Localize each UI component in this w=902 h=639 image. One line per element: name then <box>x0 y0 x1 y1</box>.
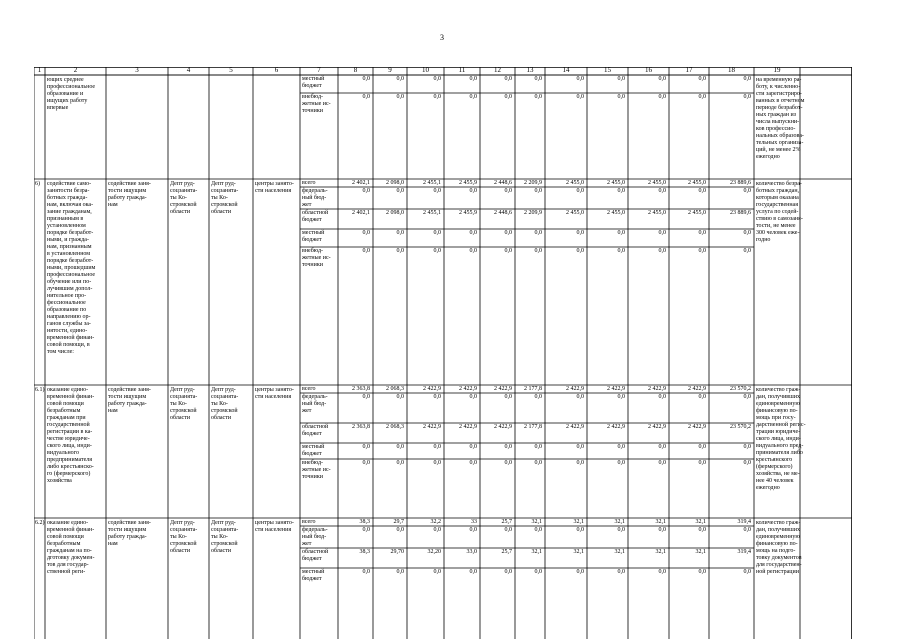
task-name: содействие заня- тости ищущим работу гражда- нам <box>108 181 151 208</box>
budget-value: 0,0 <box>362 94 370 100</box>
budget-value: 2 422,9 <box>566 424 584 430</box>
budget-value: 2 422,9 <box>423 386 441 392</box>
budget-value: 0,0 <box>433 460 441 466</box>
budget-value: 2 177,8 <box>524 424 542 430</box>
responsible-executor: Депт руд- соцзанята- ты Ко- стромской области <box>211 181 239 215</box>
budget-value: 2 455,0 <box>688 180 706 186</box>
budget-value: 33,0 <box>466 549 477 555</box>
funding-source-label: внебюд- жетные ис- точники <box>302 94 331 114</box>
budget-value: 0,0 <box>698 527 706 533</box>
budget-value: 0,0 <box>658 444 666 450</box>
budget-value: 32,1 <box>695 519 706 525</box>
budget-value: 0,0 <box>698 569 706 575</box>
budget-value: 2 455,0 <box>566 210 584 216</box>
budget-value: 0,0 <box>469 188 477 194</box>
task-name: содействие заня- тости ищущим работу гражда- нам <box>108 387 151 414</box>
budget-value: 0,0 <box>534 230 542 236</box>
budget-value: 0,0 <box>504 527 512 533</box>
header-number: 8 <box>353 67 358 74</box>
budget-value: 2 455,9 <box>459 210 477 216</box>
budget-value: 2 098,0 <box>386 180 404 186</box>
budget-value: 0,0 <box>576 94 584 100</box>
budget-value: 0,0 <box>743 94 751 100</box>
budget-value: 0,0 <box>433 76 441 82</box>
budget-value: 0,0 <box>396 569 404 575</box>
funding-source-label: внебюд- жетные ис- точники <box>302 248 331 268</box>
budget-value: 32,1 <box>531 549 542 555</box>
funding-source-label: всего <box>302 180 316 186</box>
measure-description: содействие само- занятости безра- ботных гражда- нам, включая ока- зание гражданам, признанным в установленном порядке безработ- ными, и гражда- нам, признанным в установленном порядке безработ- ными, прошедшим профессиональное обучение или по- лучившим допол- нительное про- фессиональное образование по направлению ор- ганов службы за- нятости, едино- временной финан- совой помощи, в том числе: <box>47 181 96 355</box>
measure-description: ющих среднее профессиональное образование и ищущих работу впервые <box>47 77 96 111</box>
funding-source-label: местный бюджет <box>302 230 325 243</box>
budget-value: 0,0 <box>504 460 512 466</box>
header-number: 2 <box>73 67 78 74</box>
header-number: 1 <box>37 67 42 74</box>
budget-value: 0,0 <box>658 230 666 236</box>
header-number: 10 <box>422 67 429 74</box>
budget-value: 2 455,0 <box>566 180 584 186</box>
budget-value: 0,0 <box>534 527 542 533</box>
budget-value: 0,0 <box>534 94 542 100</box>
budget-value: 23 889,6 <box>730 180 751 186</box>
funding-source-label: местный бюджет <box>302 76 325 89</box>
measure-description: оказание едино- временной финан- совой помощи безработным гражданам на по- дготовку докумен- тов для государ- ственной реги- <box>47 520 95 575</box>
budget-value: 0,0 <box>698 394 706 400</box>
budget-value: 0,0 <box>617 188 625 194</box>
budget-value: 319,4 <box>737 549 751 555</box>
funding-source-label: областной бюджет <box>302 210 329 223</box>
budget-value: 0,0 <box>396 527 404 533</box>
budget-value: 2 098,0 <box>386 210 404 216</box>
budget-value: 32,20 <box>427 549 441 555</box>
header-number: 9 <box>388 67 392 74</box>
participant: центры занято- сти населения <box>255 387 294 400</box>
budget-value: 0,0 <box>743 460 751 466</box>
header-number: 6 <box>274 67 279 74</box>
funding-source-label: федераль- ный бюд- жет <box>302 188 328 208</box>
budget-value: 0,0 <box>433 248 441 254</box>
budget-value: 0,0 <box>617 76 625 82</box>
budget-value: 0,0 <box>534 394 542 400</box>
funding-source-label: всего <box>302 386 316 392</box>
budget-value: 0,0 <box>576 188 584 194</box>
budget-value: 25,7 <box>501 549 512 555</box>
budget-value: 0,0 <box>396 230 404 236</box>
budget-value: 32,1 <box>655 549 666 555</box>
header-number: 4 <box>186 67 191 74</box>
budget-value: 0,0 <box>469 230 477 236</box>
target-indicator: количество безра- ботных граждан, которым оказана государственная услуга по содей- ствию в самозаня- тости, не менее 300 человек еже- годно <box>756 181 803 243</box>
budget-value: 2 068,3 <box>386 386 404 392</box>
budget-value: 0,0 <box>469 248 477 254</box>
budget-value: 2 422,9 <box>459 386 477 392</box>
budget-value: 0,0 <box>743 394 751 400</box>
budget-value: 0,0 <box>396 444 404 450</box>
row-number: 6.2) <box>35 520 45 526</box>
budget-value: 0,0 <box>617 394 625 400</box>
budget-value: 0,0 <box>617 444 625 450</box>
budget-value: 0,0 <box>698 230 706 236</box>
header-number: 12 <box>494 67 501 74</box>
header-number: 14 <box>562 67 570 74</box>
funding-source-label: местный бюджет <box>302 569 325 582</box>
budget-value: 0,0 <box>433 569 441 575</box>
budget-value: 23 889,6 <box>730 210 751 216</box>
budget-value: 0,0 <box>504 230 512 236</box>
budget-value: 0,0 <box>698 444 706 450</box>
budget-value: 2 455,0 <box>607 180 625 186</box>
budget-value: 0,0 <box>658 248 666 254</box>
budget-value: 0,0 <box>534 188 542 194</box>
budget-value: 0,0 <box>534 569 542 575</box>
budget-value: 319,4 <box>737 519 751 525</box>
budget-value: 32,1 <box>614 549 625 555</box>
budget-value: 0,0 <box>396 94 404 100</box>
header-number: 16 <box>645 67 652 74</box>
budget-value: 2 455,0 <box>648 180 666 186</box>
funding-source-label: областной бюджет <box>302 549 329 562</box>
funding-source-label: внебюд- жетные ис- точники <box>302 460 331 480</box>
budget-value: 0,0 <box>698 460 706 466</box>
coordinator: Депт руд- соцзанята- ты Ко- стромской области <box>170 181 198 215</box>
budget-value: 0,0 <box>743 230 751 236</box>
budget-value: 25,7 <box>501 519 512 525</box>
budget-value: 0,0 <box>362 76 370 82</box>
budget-value: 0,0 <box>617 527 625 533</box>
header-number: 11 <box>458 67 466 74</box>
budget-value: 0,0 <box>534 76 542 82</box>
budget-value: 0,0 <box>362 527 370 533</box>
budget-value: 2 422,9 <box>607 424 625 430</box>
funding-source-label: федераль- ный бюд- жет <box>302 527 328 547</box>
budget-value: 32,1 <box>573 549 584 555</box>
header-number: 5 <box>229 67 233 74</box>
budget-value: 0,0 <box>469 569 477 575</box>
responsible-executor: Депт руд- соцзанята- ты Ко- стромской области <box>211 520 239 554</box>
header-number: 15 <box>604 67 611 74</box>
budget-value: 2 209,9 <box>524 180 542 186</box>
budget-value: 23 570,2 <box>730 424 751 430</box>
budget-value: 32,2 <box>430 519 441 525</box>
task-name: содействие заня- тости ищущим работу гражда- нам <box>108 520 151 547</box>
budget-value: 0,0 <box>396 394 404 400</box>
budget-value: 0,0 <box>658 569 666 575</box>
budget-value: 0,0 <box>504 76 512 82</box>
budget-value: 0,0 <box>396 76 404 82</box>
budget-value: 2 422,9 <box>648 386 666 392</box>
budget-value: 0,0 <box>698 248 706 254</box>
budget-value: 0,0 <box>576 444 584 450</box>
budget-value: 0,0 <box>576 230 584 236</box>
budget-value: 0,0 <box>534 248 542 254</box>
budget-value: 0,0 <box>698 188 706 194</box>
funding-source-label: местный бюджет <box>302 444 325 457</box>
budget-value: 2 209,9 <box>524 210 542 216</box>
budget-value: 0,0 <box>576 527 584 533</box>
budget-value: 2 402,1 <box>352 210 370 216</box>
budget-value: 0,0 <box>576 248 584 254</box>
budget-value: 0,0 <box>469 460 477 466</box>
budget-value: 0,0 <box>362 230 370 236</box>
budget-value: 2 422,9 <box>648 424 666 430</box>
budget-value: 0,0 <box>504 444 512 450</box>
budget-value: 2 422,9 <box>423 424 441 430</box>
budget-value: 2 177,8 <box>524 386 542 392</box>
budget-value: 2 455,1 <box>423 210 441 216</box>
funding-source-label: областной бюджет <box>302 424 329 437</box>
budget-value: 23 570,2 <box>730 386 751 392</box>
header-number: 17 <box>685 67 693 74</box>
budget-value: 2 422,9 <box>494 424 512 430</box>
budget-value: 32,1 <box>614 519 625 525</box>
budget-value: 0,0 <box>743 76 751 82</box>
budget-value: 0,0 <box>433 394 441 400</box>
budget-value: 0,0 <box>469 76 477 82</box>
budget-value: 0,0 <box>617 569 625 575</box>
budget-table <box>34 67 852 639</box>
participant: центры занято- сти населения <box>255 520 294 533</box>
participant: центры занято- сти населения <box>255 181 294 194</box>
budget-value: 0,0 <box>743 527 751 533</box>
budget-value: 32,1 <box>695 549 706 555</box>
budget-value: 0,0 <box>362 394 370 400</box>
budget-value: 0,0 <box>617 248 625 254</box>
budget-value: 0,0 <box>576 569 584 575</box>
budget-value: 2 402,1 <box>352 180 370 186</box>
budget-value: 0,0 <box>504 94 512 100</box>
budget-value: 0,0 <box>617 230 625 236</box>
budget-value: 0,0 <box>743 188 751 194</box>
budget-value: 2 455,0 <box>688 210 706 216</box>
budget-value: 0,0 <box>362 188 370 194</box>
budget-value: 0,0 <box>658 94 666 100</box>
budget-value: 2 455,0 <box>607 210 625 216</box>
budget-value: 0,0 <box>362 248 370 254</box>
funding-source-label: федераль- ный бюд- жет <box>302 394 328 414</box>
target-indicator: количество граж- дан, получивших единовременную финансовую по- мощь на подго- товку документов для государствен- ной регистрации <box>756 520 802 575</box>
budget-value: 0,0 <box>576 76 584 82</box>
budget-value: 0,0 <box>469 527 477 533</box>
budget-value: 0,0 <box>576 460 584 466</box>
budget-value: 0,0 <box>433 230 441 236</box>
coordinator: Депт руд- соцзанята- ты Ко- стромской области <box>170 387 198 421</box>
page-number: 3 <box>440 33 444 42</box>
budget-value: 2 422,9 <box>688 386 706 392</box>
budget-value: 2 448,6 <box>494 180 512 186</box>
budget-value: 2 422,9 <box>688 424 706 430</box>
budget-value: 0,0 <box>504 188 512 194</box>
header-number: 18 <box>728 67 735 74</box>
budget-value: 0,0 <box>658 188 666 194</box>
budget-value: 0,0 <box>698 94 706 100</box>
row-number: 6) <box>35 181 40 187</box>
budget-value: 0,0 <box>433 188 441 194</box>
budget-value: 0,0 <box>433 444 441 450</box>
budget-value: 0,0 <box>433 94 441 100</box>
budget-value: 0,0 <box>658 460 666 466</box>
budget-value: 38,3 <box>359 519 370 525</box>
budget-value: 0,0 <box>743 248 751 254</box>
budget-value: 0,0 <box>743 569 751 575</box>
row-number: 6.1) <box>35 387 45 393</box>
budget-value: 0,0 <box>534 444 542 450</box>
budget-value: 2 068,3 <box>386 424 404 430</box>
budget-value: 2 455,1 <box>423 180 441 186</box>
budget-value: 0,0 <box>504 569 512 575</box>
budget-value: 2 422,9 <box>607 386 625 392</box>
header-number: 3 <box>135 67 139 74</box>
budget-value: 0,0 <box>362 444 370 450</box>
budget-value: 2 422,9 <box>566 386 584 392</box>
budget-value: 32,1 <box>655 519 666 525</box>
budget-value: 2 455,0 <box>648 210 666 216</box>
budget-value: 0,0 <box>576 394 584 400</box>
budget-value: 0,0 <box>469 94 477 100</box>
budget-value: 0,0 <box>396 248 404 254</box>
budget-value: 2 422,9 <box>459 424 477 430</box>
budget-value: 32,1 <box>531 519 542 525</box>
budget-value: 0,0 <box>658 394 666 400</box>
coordinator: Депт руд- соцзанята- ты Ко- стромской области <box>170 520 198 554</box>
budget-value: 0,0 <box>617 460 625 466</box>
budget-value: 0,0 <box>362 569 370 575</box>
budget-value: 2 448,6 <box>494 210 512 216</box>
funding-source-label: всего <box>302 519 316 525</box>
budget-value: 0,0 <box>698 76 706 82</box>
budget-value: 33 <box>471 519 477 525</box>
budget-value: 0,0 <box>504 394 512 400</box>
budget-value: 2 363,8 <box>352 386 370 392</box>
budget-value: 0,0 <box>504 248 512 254</box>
budget-value: 0,0 <box>534 460 542 466</box>
budget-value: 0,0 <box>362 460 370 466</box>
header-number: 13 <box>526 67 534 74</box>
measure-description: оказание едино- временной финан- совой помощи безработным гражданам при государственной регистрации в ка- честве юридиче- ского лица, инди- видуального предпринимателя либо крестьянско- го (фермерского) хозяйства <box>47 387 95 484</box>
budget-value: 38,3 <box>359 549 370 555</box>
target-indicator: количество граж- дан, получивших единовременную финансовую по- мощь при госу- дарственной регис- трации юридиче- ского лица, инди- видуального пред- принимателя либо крестьянского (фермерского) хозяйства, не ме- нее 40 человек ежегодно <box>756 387 806 491</box>
budget-value: 2 363,8 <box>352 424 370 430</box>
budget-value: 29,7 <box>393 519 404 525</box>
budget-value: 0,0 <box>396 460 404 466</box>
budget-value: 0,0 <box>658 527 666 533</box>
budget-value: 0,0 <box>617 94 625 100</box>
budget-value: 0,0 <box>658 76 666 82</box>
budget-value: 29,70 <box>390 549 404 555</box>
header-number: 19 <box>773 67 781 74</box>
budget-value: 0,0 <box>743 444 751 450</box>
budget-value: 0,0 <box>433 527 441 533</box>
budget-value: 2 422,9 <box>494 386 512 392</box>
budget-value: 32,1 <box>573 519 584 525</box>
budget-value: 2 455,9 <box>459 180 477 186</box>
header-number: 7 <box>317 67 321 74</box>
target-indicator: на временную ра- боту, к численно- сти зарегистриро- ванных в отчетном периоде безработ- ных граждан из числа выпускни- ков профессио- нальных образова- тельных организа- ций, не менее 2% ежегодно <box>756 77 805 160</box>
budget-value: 0,0 <box>396 188 404 194</box>
responsible-executor: Депт руд- соцзанята- ты Ко- стромской области <box>211 387 239 421</box>
budget-value: 0,0 <box>469 394 477 400</box>
budget-value: 0,0 <box>469 444 477 450</box>
